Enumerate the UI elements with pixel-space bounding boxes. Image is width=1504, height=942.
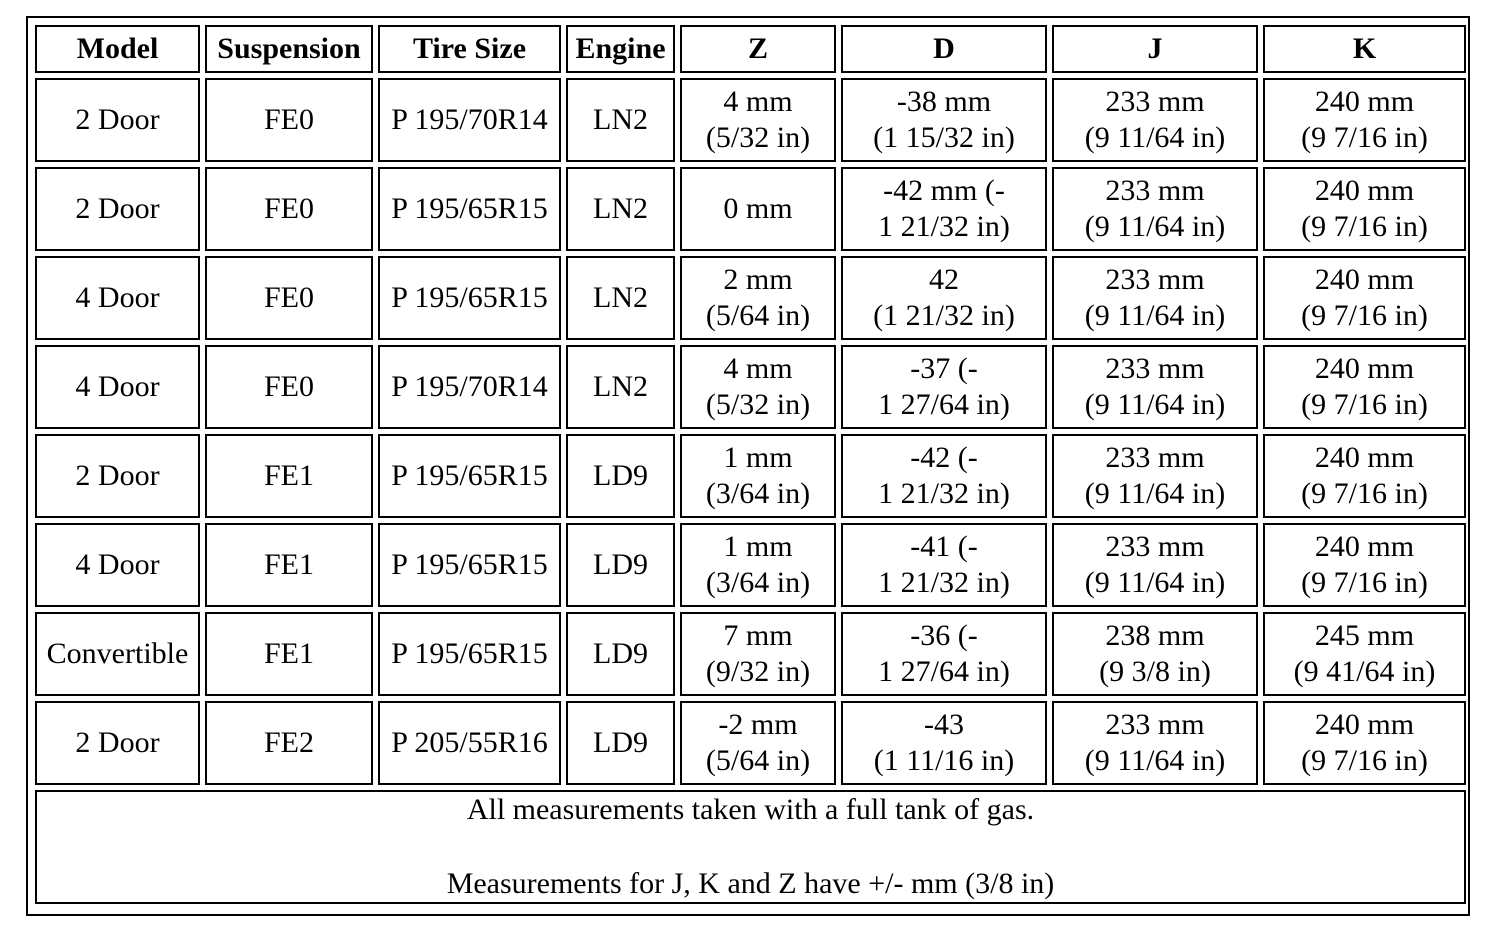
cell-suspension: FE2 [205,701,373,785]
cell-d-imperial: 1 21/32 in) [878,477,1010,510]
cell-z [680,78,836,162]
header-row [35,25,1466,73]
cell-k-metric: 240 mm [1314,708,1415,741]
cell-model: 2 Door [35,701,200,785]
cell-d [841,78,1047,162]
cell-d [841,434,1047,518]
cell-d-metric: -36 (- [910,619,978,652]
cell-k-imperial: (9 7/16 in) [1301,477,1428,510]
cell-engine: LD9 [566,434,675,518]
cell-model: Convertible [35,612,200,696]
cell-j [1052,167,1258,251]
cell-suspension: FE0 [205,167,373,251]
cell-z-metric: 7 mm [723,619,793,652]
cell-j-imperial: (9 11/64 in) [1084,477,1226,510]
cell-engine: LD9 [566,523,675,607]
cell-d [841,345,1047,429]
cell-z-imperial: (5/32 in) [705,388,811,421]
cell-d [841,701,1047,785]
cell-z [680,523,836,607]
cell-model: 2 Door [35,78,200,162]
notes-row [35,790,1466,904]
cell-j-imperial: (9 11/64 in) [1084,299,1226,332]
cell-d-metric: -42 (- [910,441,978,474]
cell-suspension: FE0 [205,78,373,162]
column-header-j: J [1052,25,1258,73]
cell-j-imperial: (9 11/64 in) [1084,744,1226,777]
cell-suspension: FE1 [205,523,373,607]
cell-k-imperial: (9 7/16 in) [1301,744,1428,777]
cell-model: 2 Door [35,434,200,518]
cell-j [1052,612,1258,696]
cell-suspension: FE0 [205,256,373,340]
cell-j-metric: 233 mm [1105,708,1205,741]
cell-j-imperial: (9 11/64 in) [1084,566,1226,599]
cell-j [1052,434,1258,518]
cell-j-metric: 233 mm [1105,263,1205,296]
column-header-k: K [1263,25,1466,73]
table-row [35,701,1466,785]
cell-suspension: FE1 [205,434,373,518]
cell-d-metric: -41 (- [910,530,978,563]
cell-d-imperial: 1 27/64 in) [878,655,1010,688]
cell-model: 4 Door [35,345,200,429]
cell-k-imperial: (9 41/64 in) [1293,655,1436,688]
cell-z-imperial: (3/64 in) [705,566,811,599]
cell-k-imperial: (9 7/16 in) [1301,121,1428,154]
table-row [35,612,1466,696]
cell-j [1052,701,1258,785]
cell-d-metric: -43 [924,708,964,741]
cell-k-metric: 240 mm [1314,263,1415,296]
cell-k-metric: 240 mm [1314,530,1415,563]
cell-z-metric: 4 mm [723,85,793,118]
cell-k [1263,523,1466,607]
cell-engine: LN2 [566,345,675,429]
cell-d [841,523,1047,607]
cell-d [841,256,1047,340]
table-row [35,345,1466,429]
cell-d-imperial: 1 21/32 in) [878,210,1010,243]
cell-k-imperial: (9 7/16 in) [1301,388,1428,421]
cell-j-metric: 233 mm [1105,530,1205,563]
cell-tire-size: P 195/65R15 [378,167,561,251]
cell-k-metric: 245 mm [1314,619,1415,652]
cell-j [1052,523,1258,607]
note-spacer [39,828,1462,866]
cell-j-imperial: (9 11/64 in) [1084,388,1226,421]
cell-z-imperial: (3/64 in) [705,477,811,510]
cell-j-imperial: (9 11/64 in) [1084,121,1226,154]
cell-j-metric: 233 mm [1105,85,1205,118]
cell-engine: LN2 [566,256,675,340]
cell-model: 2 Door [35,167,200,251]
cell-d-metric: -38 mm [896,85,992,118]
cell-z [680,612,836,696]
notes-cell [35,790,1466,904]
cell-d-imperial: (1 21/32 in) [873,299,1015,332]
cell-d-imperial: (1 15/32 in) [873,121,1015,154]
cell-tire-size: P 195/65R15 [378,612,561,696]
cell-tire-size: P 195/70R14 [378,345,561,429]
cell-j-imperial: (9 11/64 in) [1084,210,1226,243]
cell-j [1052,78,1258,162]
cell-d-metric: -42 mm (- [883,174,1005,207]
cell-z [680,701,836,785]
cell-d-imperial: 1 27/64 in) [878,388,1010,421]
cell-model: 4 Door [35,256,200,340]
cell-z-metric: 1 mm [723,530,793,563]
cell-z-imperial: (5/32 in) [705,121,811,154]
cell-k [1263,78,1466,162]
cell-d-metric: -37 (- [910,352,978,385]
cell-tire-size: P 195/65R15 [378,256,561,340]
column-header-suspension: Suspension [205,25,373,73]
cell-k [1263,434,1466,518]
cell-z-imperial: (5/64 in) [705,299,811,332]
cell-j-metric: 233 mm [1105,174,1205,207]
note-tolerance: Measurements for J, K and Z have +/- mm (3/8 in) [446,867,1055,900]
column-header-d: D [841,25,1047,73]
cell-model: 4 Door [35,523,200,607]
cell-engine: LN2 [566,167,675,251]
table-row [35,78,1466,162]
cell-k-imperial: (9 7/16 in) [1301,299,1428,332]
cell-j [1052,345,1258,429]
cell-engine: LD9 [566,612,675,696]
cell-tire-size: P 195/65R15 [378,523,561,607]
note-full-tank: All measurements taken with a full tank of gas. [466,793,1035,826]
cell-k-imperial: (9 7/16 in) [1301,566,1428,599]
cell-d [841,612,1047,696]
cell-k-metric: 240 mm [1314,85,1415,118]
column-header-z: Z [680,25,836,73]
cell-d-metric: 42 [929,263,959,296]
cell-j-imperial: (9 3/8 in) [1099,655,1211,688]
cell-k-metric: 240 mm [1314,174,1415,207]
cell-d [841,167,1047,251]
cell-tire-size: P 195/65R15 [378,434,561,518]
cell-z [680,256,836,340]
trim-height-spec-table [30,20,1471,909]
table-row [35,256,1466,340]
cell-k-imperial: (9 7/16 in) [1301,210,1428,243]
cell-z-imperial: (9/32 in) [705,655,811,688]
column-header-tire-size: Tire Size [378,25,561,73]
table-row [35,523,1466,607]
cell-z-metric: 2 mm [723,263,793,296]
column-header-model: Model [35,25,200,73]
spec-table-frame [26,16,1470,916]
column-header-engine: Engine [566,25,675,73]
cell-z-imperial: (5/64 in) [705,744,811,777]
cell-z [680,345,836,429]
cell-j-metric: 233 mm [1105,441,1205,474]
cell-tire-size: P 205/55R16 [378,701,561,785]
cell-suspension: FE1 [205,612,373,696]
cell-k [1263,612,1466,696]
cell-d-imperial: 1 21/32 in) [878,566,1010,599]
cell-z-metric: 1 mm [723,441,793,474]
table-row [35,167,1466,251]
cell-j-metric: 233 mm [1105,352,1205,385]
cell-k [1263,701,1466,785]
cell-z-metric: 0 mm [723,192,793,225]
table-row [35,434,1466,518]
cell-z-metric: -2 mm [718,708,798,741]
cell-k [1263,167,1466,251]
cell-engine: LN2 [566,78,675,162]
cell-k-metric: 240 mm [1314,441,1415,474]
cell-j-metric: 238 mm [1105,619,1205,652]
cell-suspension: FE0 [205,345,373,429]
cell-tire-size: P 195/70R14 [378,78,561,162]
cell-z-metric: 4 mm [723,352,793,385]
cell-engine: LD9 [566,701,675,785]
cell-j [1052,256,1258,340]
cell-k [1263,256,1466,340]
cell-z [680,167,836,251]
cell-d-imperial: (1 11/16 in) [873,744,1015,777]
cell-k-metric: 240 mm [1314,352,1415,385]
cell-z [680,434,836,518]
cell-k [1263,345,1466,429]
